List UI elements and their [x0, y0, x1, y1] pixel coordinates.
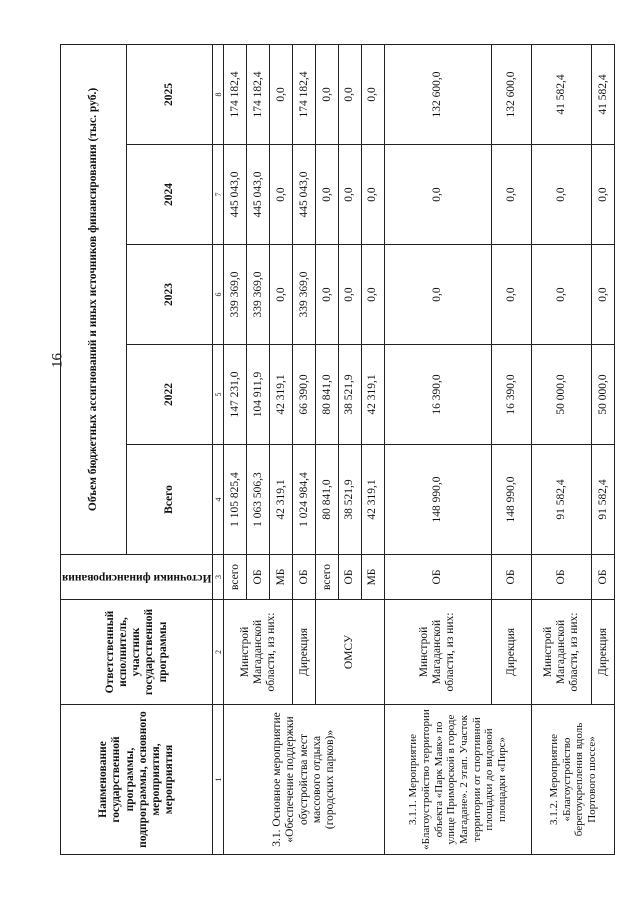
column-number: 8 [213, 44, 224, 144]
value-cell: 174 182,4 [293, 44, 316, 144]
value-cell: 42 319,1 [362, 445, 385, 555]
activity-name-3-1-1: 3.1.1. Мероприятие «Благоустройство территории объекта «Парк Маяк» по улице Приморской в городе Магадане». 2 этап. Участок территории от спортивной площадки до видовой площадки «Пирс» [384, 705, 531, 855]
source-cell: ОБ [491, 555, 532, 600]
value-cell: 50 000,0 [532, 345, 592, 445]
value-cell: 132 600,0 [491, 44, 532, 144]
header-executor: Ответственный исполнитель, участник государственной программы [61, 600, 213, 705]
column-number: 4 [213, 445, 224, 555]
document-sheet [60, 45, 609, 855]
source-cell: ОБ [532, 555, 592, 600]
header-name: Наименование государственной программы, подпрограммы, основного мероприятия, мероприятия [61, 705, 213, 855]
source-cell: МБ [362, 555, 385, 600]
header-2024: 2024 [127, 145, 213, 245]
value-cell: 80 841,0 [316, 345, 339, 445]
value-cell: 66 390,0 [293, 345, 316, 445]
column-number: 6 [213, 245, 224, 345]
header-total: Всего [127, 445, 213, 555]
value-cell: 1 024 984,4 [293, 445, 316, 555]
activity-name-3-1-2: 3.1.2. Мероприятие «Благоустройство берегоукрепления вдоль Портового шоссе» [532, 705, 615, 855]
activity-name-3-1: 3.1. Основное мероприятие «Обеспечение поддержки обустройства мест массового отдыха (городских парков)» [224, 705, 384, 855]
value-cell: 91 582,4 [592, 445, 615, 555]
value-cell: 0,0 [339, 245, 362, 345]
rotated-table-container [60, 45, 609, 855]
value-cell: 16 390,0 [384, 345, 491, 445]
value-cell: 339 369,0 [247, 245, 270, 345]
value-cell: 445 043,0 [224, 145, 247, 245]
source-cell: ОБ [247, 555, 270, 600]
value-cell: 174 182,4 [224, 44, 247, 144]
value-cell: 445 043,0 [293, 145, 316, 245]
value-cell: 148 990,0 [384, 445, 491, 555]
value-cell: 1 063 506,3 [247, 445, 270, 555]
value-cell: 148 990,0 [491, 445, 532, 555]
source-cell: ОБ [384, 555, 491, 600]
source-cell: ОБ [592, 555, 615, 600]
executor-minstroy: Минстрой Магаданской области, из них: [384, 600, 491, 705]
value-cell: 132 600,0 [384, 44, 491, 144]
value-cell: 42 319,1 [270, 445, 293, 555]
header-2025: 2025 [127, 44, 213, 144]
value-cell: 0,0 [491, 245, 532, 345]
header-2022: 2022 [127, 345, 213, 445]
value-cell: 38 521,9 [339, 345, 362, 445]
source-cell: ОБ [339, 555, 362, 600]
header-funding-group: Объем бюджетных ассигнований и иных источников финансирования (тыс. руб.) [61, 44, 127, 554]
value-cell: 41 582,4 [532, 44, 592, 144]
value-cell: 0,0 [384, 145, 491, 245]
column-number: 1 [213, 705, 224, 855]
column-number: 7 [213, 145, 224, 245]
value-cell: 50 000,0 [592, 345, 615, 445]
value-cell: 0,0 [362, 44, 385, 144]
value-cell: 0,0 [532, 145, 592, 245]
value-cell: 0,0 [592, 245, 615, 345]
value-cell: 0,0 [592, 145, 615, 245]
value-cell: 0,0 [270, 145, 293, 245]
value-cell: 0,0 [362, 145, 385, 245]
value-cell: 41 582,4 [592, 44, 615, 144]
value-cell: 339 369,0 [293, 245, 316, 345]
header-source [61, 555, 213, 600]
value-cell: 0,0 [384, 245, 491, 345]
value-cell: 174 182,4 [247, 44, 270, 144]
header-2023: 2023 [127, 245, 213, 345]
value-cell: 42 319,1 [270, 345, 293, 445]
executor-minstroy: Минстрой Магаданской области, из них: [224, 600, 293, 705]
header-source-text: Источники финансирования [62, 571, 212, 584]
funding-table [60, 44, 615, 855]
value-cell: 0,0 [270, 245, 293, 345]
value-cell: 0,0 [316, 245, 339, 345]
executor-omsu: ОМСУ [316, 600, 385, 705]
executor-direktsiya: Дирекция [293, 600, 316, 705]
page-number: 16 [49, 353, 66, 368]
column-number: 5 [213, 345, 224, 445]
value-cell: 445 043,0 [247, 145, 270, 245]
value-cell: 147 231,0 [224, 345, 247, 445]
value-cell: 42 319,1 [362, 345, 385, 445]
value-cell: 0,0 [316, 145, 339, 245]
value-cell: 0,0 [316, 44, 339, 144]
executor-direktsiya: Дирекция [592, 600, 615, 705]
value-cell: 0,0 [270, 44, 293, 144]
value-cell: 80 841,0 [316, 445, 339, 555]
value-cell: 0,0 [339, 145, 362, 245]
value-cell: 91 582,4 [532, 445, 592, 555]
value-cell: 0,0 [491, 145, 532, 245]
source-cell: всего [316, 555, 339, 600]
source-cell: ОБ [293, 555, 316, 600]
value-cell: 104 911,9 [247, 345, 270, 445]
value-cell: 16 390,0 [491, 345, 532, 445]
value-cell: 339 369,0 [224, 245, 247, 345]
value-cell: 0,0 [362, 245, 385, 345]
value-cell: 38 521,9 [339, 445, 362, 555]
column-number: 2 [213, 600, 224, 705]
executor-minstroy: Минстрой Магаданской области, из них: [532, 600, 592, 705]
source-cell: всего [224, 555, 247, 600]
column-number: 3 [213, 555, 224, 600]
value-cell: 0,0 [339, 44, 362, 144]
source-cell: МБ [270, 555, 293, 600]
executor-direktsiya: Дирекция [491, 600, 532, 705]
value-cell: 1 105 825,4 [224, 445, 247, 555]
value-cell: 0,0 [532, 245, 592, 345]
